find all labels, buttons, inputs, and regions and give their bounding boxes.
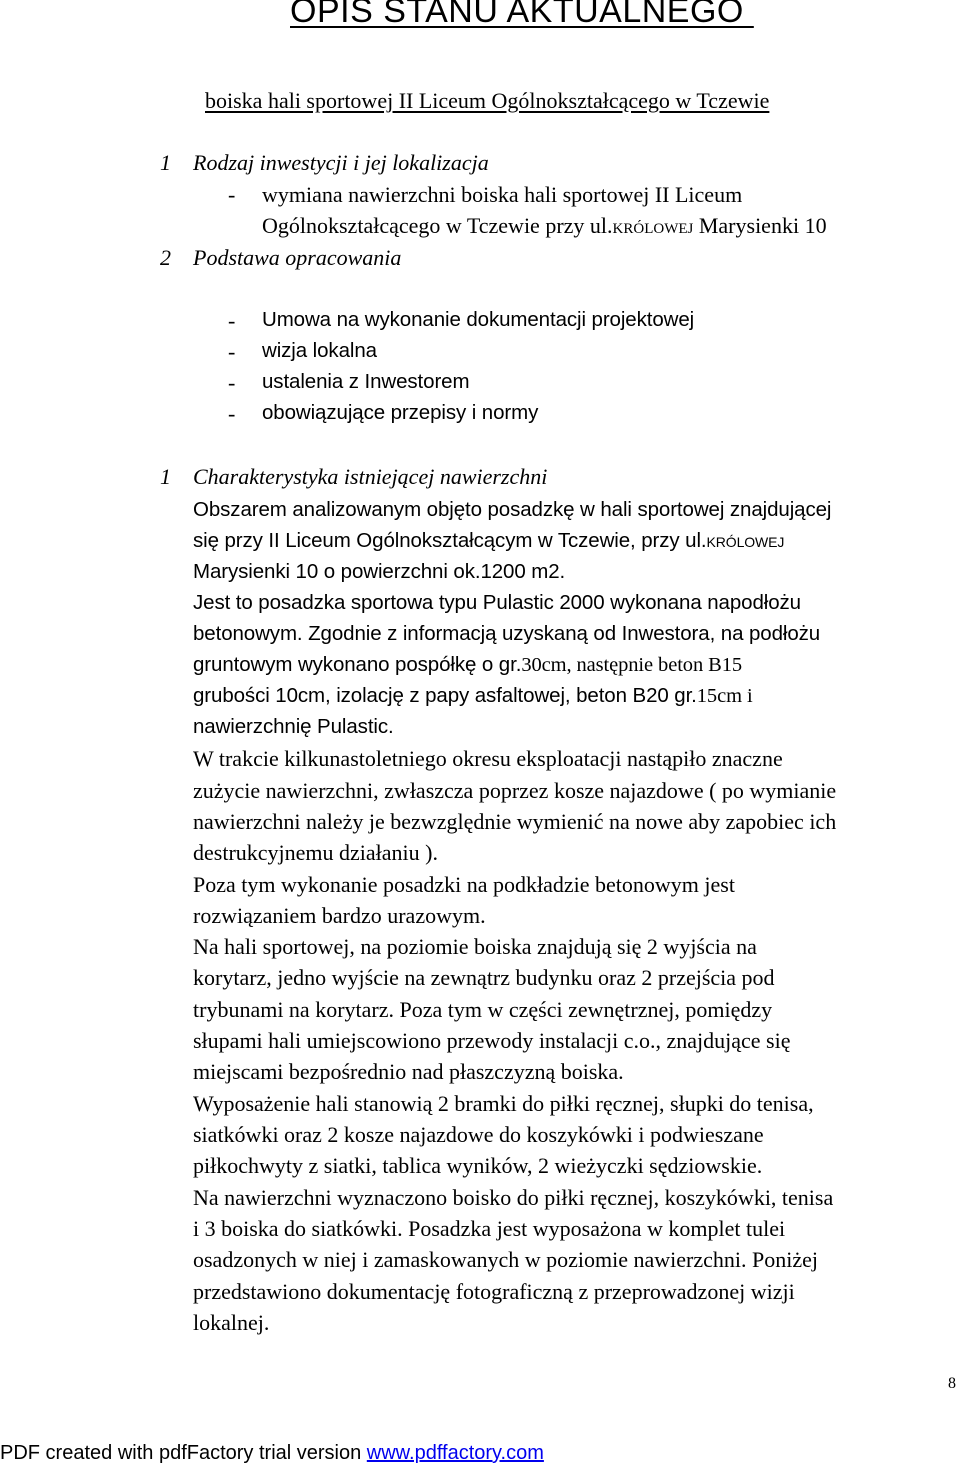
section-3-line-10: zużycie nawierzchni, zwłaszcza poprzez kosze najazdowe ( po wymianie xyxy=(193,778,837,803)
section-3-line-14: rozwiązaniem bardzo urazowym. xyxy=(193,903,486,928)
section-3-line-21: siatkówki oraz 2 kosze najazdowe do koszykówki i podwieszane xyxy=(193,1122,764,1147)
section-2-item-3: ustalenia z Inwestorem xyxy=(262,370,470,393)
section-2-title: Podstawa opracowania xyxy=(193,245,402,270)
section-3-number: 1 xyxy=(160,464,171,489)
section-3-line-19: miejscami bezpośrednio nad płaszczyzną boiska. xyxy=(193,1059,624,1084)
section-2-dash-4: - xyxy=(228,401,236,426)
document-subtitle: boiska hali sportowej II Liceum Ogólnokształcącego w Tczewie xyxy=(205,88,770,113)
section-1-line-2: Ogólnokształcącego w Tczewie przy ul.królowej Marysienki 10 xyxy=(262,213,827,238)
footer-text: PDF created with pdfFactory trial version xyxy=(0,1442,367,1464)
section-3-line-13: Poza tym wykonanie posadzki na podkładzie betonowym jest xyxy=(193,872,735,897)
section-3-line-26: przedstawiono dokumentację fotograficzną z przeprowadzonej wizji xyxy=(193,1279,795,1304)
section-3-line-15: Na hali sportowej, na poziomie boiska znajdują się 2 wyjścia na xyxy=(193,934,757,959)
section-2-dash-3: - xyxy=(228,370,236,395)
section-2-item-1: Umowa na wykonanie dokumentacji projektowej xyxy=(262,308,695,331)
section-1-number: 1 xyxy=(160,150,171,175)
section-3-line-12: destrukcyjnemu działaniu ). xyxy=(193,840,438,865)
section-3-line-1: Obszarem analizowanym objęto posadzkę w hali sportowej znajdującej xyxy=(193,498,832,521)
section-3-line-16: korytarz, jedno wyjście na zewnątrz budynku oraz 2 przejścia pod xyxy=(193,965,775,990)
section-2-dash-1: - xyxy=(228,308,236,333)
section-3-line-23: Na nawierzchni wyznaczono boisko do piłki ręcznej, koszykówki, tenisa xyxy=(193,1185,834,1210)
section-3-line-11: nawierzchni należy je bezwzględnie wymienić na nowe aby zapobiec ich xyxy=(193,809,837,834)
section-3-line-27: lokalnej. xyxy=(193,1310,270,1335)
section-3-line-20: Wyposażenie hali stanowią 2 bramki do piłki ręcznej, słupki do tenisa, xyxy=(193,1091,814,1116)
section-3-title: Charakterystyka istniejącej nawierzchni xyxy=(193,464,548,489)
section-1-line-1: wymiana nawierzchni boiska hali sportowej II Liceum xyxy=(262,182,743,207)
section-3-line-18: słupami hali umiejscowiono przewody instalacji c.o., znajdujące się xyxy=(193,1028,791,1053)
section-3-line-25: osadzonych w niej i zamaskowanych w poziomie nawierzchni. Poniżej xyxy=(193,1247,818,1272)
pdf-footer xyxy=(0,1442,544,1465)
page-number: 8 xyxy=(948,1375,956,1392)
section-2-item-4: obowiązujące przepisy i normy xyxy=(262,401,539,424)
section-2-dash-2: - xyxy=(228,339,236,364)
section-3-line-6: gruntowym wykonano pospółkę o gr.30cm, następnie beton B15 xyxy=(193,653,742,676)
section-1-title: Rodzaj inwestycji i jej lokalizacja xyxy=(193,150,489,175)
section-3-line-7: grubości 10cm, izolację z papy asfaltowej, beton B20 gr.15cm i xyxy=(193,684,753,707)
section-1-dash: - xyxy=(228,182,236,207)
section-3-line-22: piłkochwyty z siatki, tablica wyników, 2 wieżyczki sędziowskie. xyxy=(193,1153,763,1178)
section-3-line-3: Marysienki 10 o powierzchni ok.1200 m2. xyxy=(193,560,566,583)
section-3-line-17: trybunami na korytarz. Poza tym w części zewnętrznej, pomiędzy xyxy=(193,997,773,1022)
section-3-line-5: betonowym. Zgodnie z informacją uzyskaną od Inwestora, na podłożu xyxy=(193,622,821,645)
section-3-line-9: W trakcie kilkunastoletniego okresu eksploatacji nastąpiło znaczne xyxy=(193,746,783,771)
section-3-line-4: Jest to posadzka sportowa typu Pulastic 2000 wykonana napodłożu xyxy=(193,591,801,614)
footer-link[interactable]: www.pdffactory.com xyxy=(366,1442,544,1464)
section-2-number: 2 xyxy=(160,245,171,270)
document-title: OPIS STANU AKTUALNEGO xyxy=(290,0,754,30)
section-2-item-2: wizja lokalna xyxy=(262,339,377,362)
section-3-line-2: się przy II Liceum Ogólnokształcącym w Tczewie, przy ul.królowej xyxy=(193,529,785,552)
section-3-line-8: nawierzchnię Pulastic. xyxy=(193,715,394,738)
section-3-line-24: i 3 boiska do siatkówki. Posadzka jest wyposażona w komplet tulei xyxy=(193,1216,786,1241)
